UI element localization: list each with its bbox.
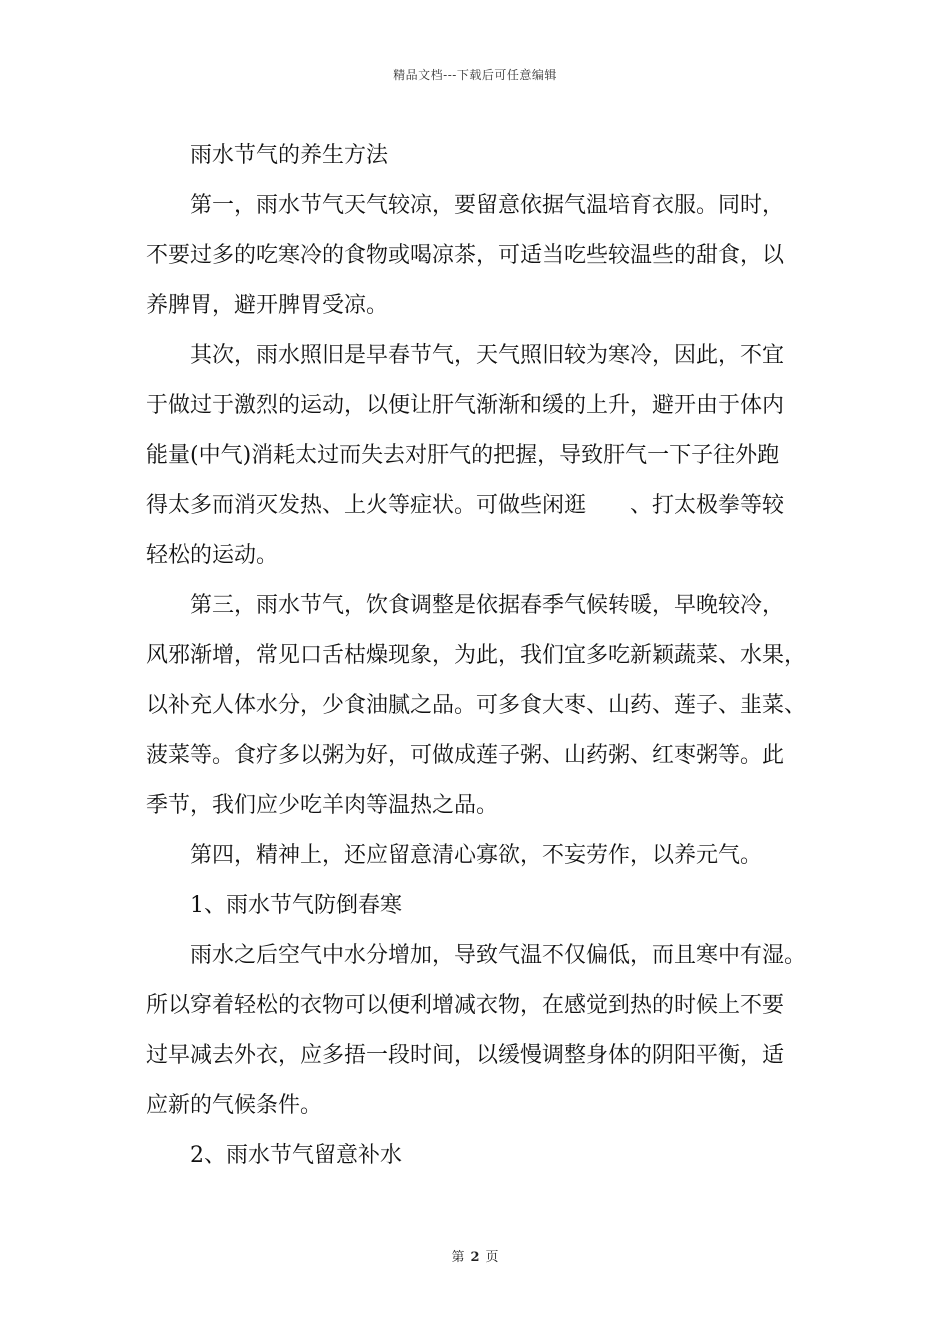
page-number-suffix: 页 [485, 1250, 499, 1265]
paragraph-line: 第一，雨水节气天气较凉，要留意依据气温培育衣服。同时， [190, 193, 785, 218]
section-1-heading: 1、雨水节气防倒春寒 [190, 893, 402, 918]
paragraph-line: 不要过多的吃寒冷的食物或喝凉茶，可适当吃些较温些的甜食，以 [146, 243, 785, 268]
paragraph-line: 季节，我们应少吃羊肉等温热之品。 [146, 793, 499, 818]
page-number: 2 [470, 1250, 480, 1265]
paragraph-line: 应新的气候条件。 [146, 1093, 323, 1118]
paragraph-4 [146, 831, 826, 881]
paragraph-line: 轻松的运动。 [146, 543, 279, 568]
paragraph-3 [146, 581, 826, 831]
paragraph-line: 风邪渐增，常见口舌枯燥现象，为此，我们宜多吃新颖蔬菜、水果， [146, 643, 807, 668]
document-body [146, 131, 826, 1181]
paragraph-line: 以补充人体水分，少食油腻之品。可多食大枣、山药、莲子、韭菜、 [146, 693, 807, 718]
paragraph-line: 菠菜等。食疗多以粥为好，可做成莲子粥、山药粥、红枣粥等。此 [146, 743, 785, 768]
paragraph-line: 得太多而消灭发热、上火等症状。可做些闲逛 、打太极拳等较 [146, 493, 785, 518]
paragraph-line: 其次，雨水照旧是早春节气，天气照旧较为寒冷，因此，不宜 [190, 343, 785, 368]
paragraph-line: 于做过于激烈的运动，以便让肝气渐渐和缓的上升，避开由于体内 [146, 393, 785, 418]
document-title: 雨水节气的养生方法 [190, 143, 389, 168]
paragraph-line: 第三，雨水节气，饮食调整是依据春季气候转暖，早晚较冷， [190, 593, 785, 618]
paragraph-line: 雨水之后空气中水分增加，导致气温不仅偏低，而且寒中有湿。 [190, 943, 807, 968]
paragraph-line: 第四，精神上，还应留意清心寡欲，不妄劳作，以养元气。 [190, 843, 763, 868]
page-footer [0, 1246, 950, 1265]
paragraph-1 [146, 181, 826, 331]
section-2-heading: 2、雨水节气留意补水 [190, 1143, 402, 1168]
paragraph-line: 过早减去外衣，应多捂一段时间，以缓慢调整身体的阴阳平衡，适 [146, 1043, 785, 1068]
paragraph-line: 所以穿着轻松的衣物可以便利增减衣物，在感觉到热的时候上不要 [146, 993, 785, 1018]
page-header: 精品文档---下载后可任意编辑 [393, 68, 557, 82]
paragraph-line: 能量(中气)消耗太过而失去对肝气的把握，导致肝气一下子往外跑 [146, 443, 780, 468]
paragraph-2 [146, 331, 826, 581]
paragraph-line: 养脾胃，避开脾胃受凉。 [146, 293, 389, 318]
section-1-body [146, 931, 826, 1131]
page-number-prefix: 第 [451, 1250, 465, 1265]
